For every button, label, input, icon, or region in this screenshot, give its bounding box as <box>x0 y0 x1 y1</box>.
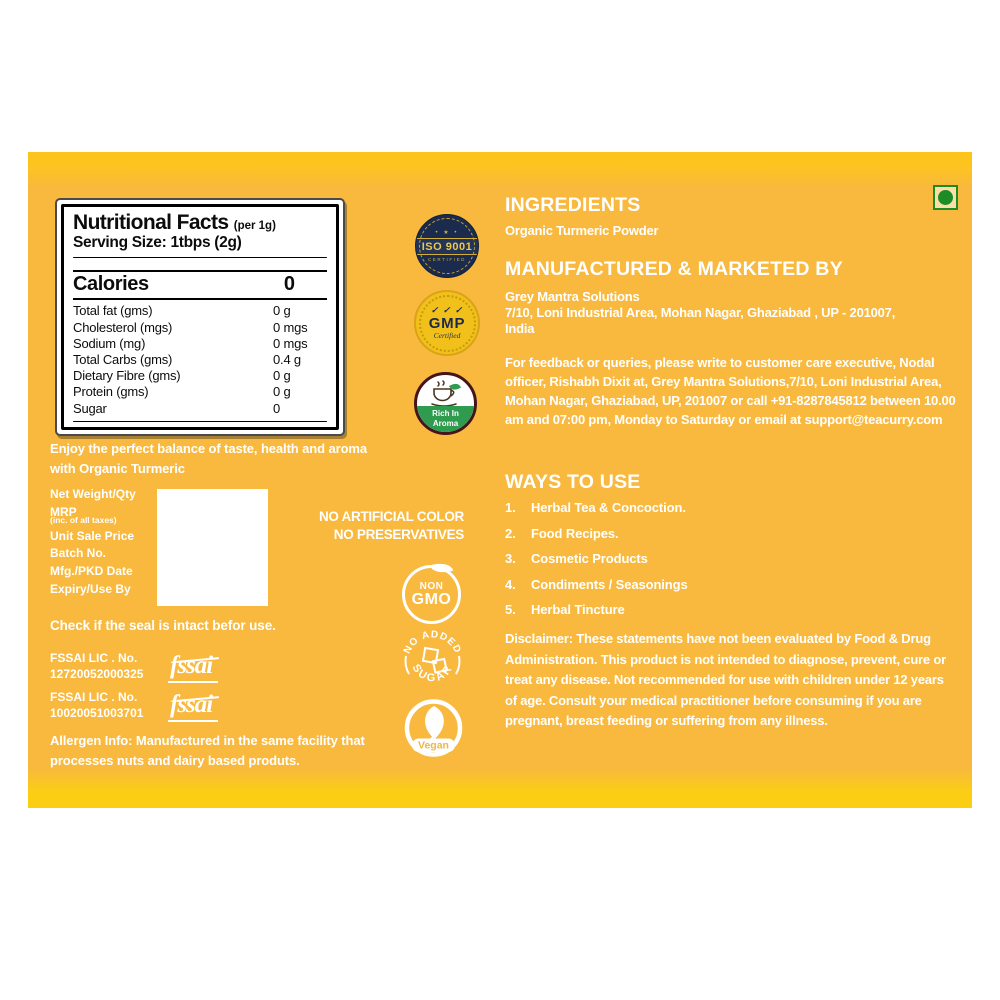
leaf-icon <box>425 706 444 739</box>
manufacturer-address <box>505 289 957 337</box>
sugar-text: SUGAR <box>409 662 456 685</box>
non-gmo-badge-icon <box>402 565 461 624</box>
row-label: Total Carbs (gms) <box>73 351 173 367</box>
allergen-info-label: Allergen Info: <box>50 733 133 748</box>
declaration-fields <box>50 488 136 600</box>
fssai-license-text <box>50 690 168 721</box>
nutrition-row <box>73 352 327 368</box>
aroma-band <box>417 406 474 432</box>
tagline: Enjoy the perfect balance of taste, health and aroma with Organic Turmeric <box>50 441 367 476</box>
nutrition-row <box>73 384 327 400</box>
declaration-blank-box <box>157 489 268 606</box>
list-item <box>505 500 688 515</box>
list-item <box>505 526 688 541</box>
field-expiry: Expiry/Use By <box>50 581 131 596</box>
row-value: 0 g <box>273 303 291 319</box>
ways-to-use-heading: WAYS TO USE <box>505 471 641 493</box>
disclaimer-paragraph: Disclaimer: These statements have not been evaluated by Food & Drug Administration. This product is not intended to diagnose, prevent, cure or treat any disease. Not recommended for use with children under 12 years of age. Consult your medical practitioner before consuming if you are pregnant, breast feeding or suffering from any illness. <box>505 631 946 729</box>
calories-row <box>73 270 327 300</box>
claims <box>246 508 464 544</box>
non-gmo-line1: NON <box>419 581 444 592</box>
calories-value: 0 <box>283 273 295 296</box>
claim-no-preservatives: NO PRESERVATIVES <box>333 527 464 543</box>
nutrition-facts-panel <box>55 198 345 436</box>
row-value: 0 mgs <box>273 319 308 335</box>
manufacturer-heading: MANUFACTURED & MARKETED BY <box>505 258 843 280</box>
item-text: Herbal Tea & Concoction. <box>531 500 686 515</box>
nutrition-title <box>73 212 327 234</box>
ingredients-body: Organic Turmeric Powder <box>505 223 659 238</box>
nutrition-title-text: Nutritional Facts <box>73 211 229 234</box>
vegan-badge-icon <box>402 697 465 761</box>
row-label: Cholesterol (mgs) <box>73 319 173 335</box>
aroma-line2: Aroma <box>432 418 459 428</box>
svg-text:SUGAR <box>410 662 456 684</box>
iso-title: ISO 9001 <box>416 238 478 255</box>
gmp-certified-badge-icon <box>414 290 480 356</box>
gmp-title: GMP <box>428 314 466 332</box>
fssai-license-label: FSSAI LIC . No. <box>50 690 138 705</box>
list-item <box>505 602 688 617</box>
nutrition-row <box>73 320 327 336</box>
row-value: 0 g <box>273 368 291 384</box>
calories-label: Calories <box>73 273 149 296</box>
fssai-license-row <box>50 690 218 722</box>
fssai-license-number: 10020051003701 <box>50 706 144 720</box>
item-text: Condiments / Seasonings <box>531 576 688 592</box>
ingredients-heading: INGREDIENTS <box>505 194 641 216</box>
row-label: Sugar <box>73 400 107 416</box>
veg-mark-icon <box>933 185 958 210</box>
veg-dot <box>938 190 953 205</box>
no-added-sugar-badge-icon <box>401 626 464 694</box>
allergen-info-text: Manufactured in the same facility that processes nuts and dairy based produts. <box>50 733 365 769</box>
fssai-license-number: 12720052000325 <box>50 667 144 681</box>
svg-text:NO ADDED <box>402 629 463 655</box>
row-value: 0.4 g <box>273 351 301 367</box>
field-mrp-sub: (inc. of all taxes) <box>50 514 117 525</box>
iso-subtitle: CERTIFIED <box>427 257 467 263</box>
field-unit-sale-price: Unit Sale Price <box>50 528 135 543</box>
allergen-info <box>50 731 390 771</box>
manufacturer-address-line: 7/10, Loni Industrial Area, Mohan Nagar, Ghaziabad , UP - 201007, <box>505 304 896 320</box>
item-text: Herbal Tincture <box>531 602 625 617</box>
item-number: 3. <box>505 551 516 566</box>
row-label: Total fat (gms) <box>73 303 153 319</box>
feedback-paragraph: For feedback or queries, please write to customer care executive, Nodal officer, Rishabh Dixit at, Grey Mantra Solutions,7/10, Loni Industrial Area, Mohan Nagar, Ghaziabad, UP, 201007 or call +91-8287845812 between 10.00 am and 07:00 pm, Monday to Saturday or email at support@teacurry.com <box>505 355 956 427</box>
field-mrp: MRP <box>50 504 77 519</box>
fssai-logo: fssai <box>168 690 218 722</box>
row-label: Dietary Fibre (gms) <box>73 368 181 384</box>
fssai-logo: fssai <box>168 651 218 683</box>
nutrition-rows <box>73 303 327 416</box>
claim-no-artificial-color: NO ARTIFICIAL COLOR <box>318 509 464 524</box>
nutrition-row <box>73 336 327 352</box>
row-label: Sodium (mg) <box>73 335 146 351</box>
field-net-weight: Net Weight/Qty <box>50 487 136 501</box>
no-added-text: NO ADDED <box>401 629 464 656</box>
fssai-license-label: FSSAI LIC . No. <box>50 651 138 666</box>
iso-stars: • ★ • <box>435 229 459 236</box>
gmp-checks: ✓ ✓ ✓ <box>430 304 464 315</box>
fssai-license-row <box>50 651 218 683</box>
aroma-line1: Rich In <box>432 409 459 419</box>
row-value: 0 g <box>273 384 291 400</box>
item-number: 4. <box>505 576 516 592</box>
nutrition-row <box>73 368 327 384</box>
nutrition-row <box>73 303 327 319</box>
item-text: Cosmetic Products <box>531 551 648 566</box>
vegan-text: Vegan <box>418 739 449 752</box>
turmeric-product-label <box>28 152 972 808</box>
seal-note: Check if the seal is intact befor use. <box>50 618 276 633</box>
row-label: Protein (gms) <box>73 384 149 400</box>
row-value: 0 <box>273 400 281 416</box>
non-gmo-line2: GMO <box>411 591 452 608</box>
item-text: Food Recipes. <box>531 525 619 541</box>
gmp-subtitle: Certified <box>433 331 461 340</box>
iso-9001-badge-icon <box>415 214 479 278</box>
list-item <box>505 551 688 566</box>
serving-size: Serving Size: 1tbps (2g) <box>73 234 242 252</box>
nutrition-per-serving-note: (per 1g) <box>233 220 276 232</box>
item-number: 2. <box>505 525 516 541</box>
list-item <box>505 577 688 592</box>
nutrition-row <box>73 401 327 417</box>
item-number: 1. <box>505 500 516 515</box>
fssai-license-text <box>50 651 168 682</box>
teacup-icon <box>427 380 465 407</box>
nutrition-facts-inner <box>61 204 339 430</box>
field-batch-no: Batch No. <box>50 546 107 561</box>
item-number: 5. <box>505 602 516 617</box>
ways-to-use-list <box>505 500 688 628</box>
manufacturer-name: Grey Mantra Solutions <box>505 289 640 304</box>
rich-in-aroma-badge-icon <box>414 372 477 435</box>
field-mfg-date: Mfg./PKD Date <box>50 564 133 579</box>
manufacturer-country: India <box>505 320 535 336</box>
row-value: 0 mgs <box>273 335 308 351</box>
